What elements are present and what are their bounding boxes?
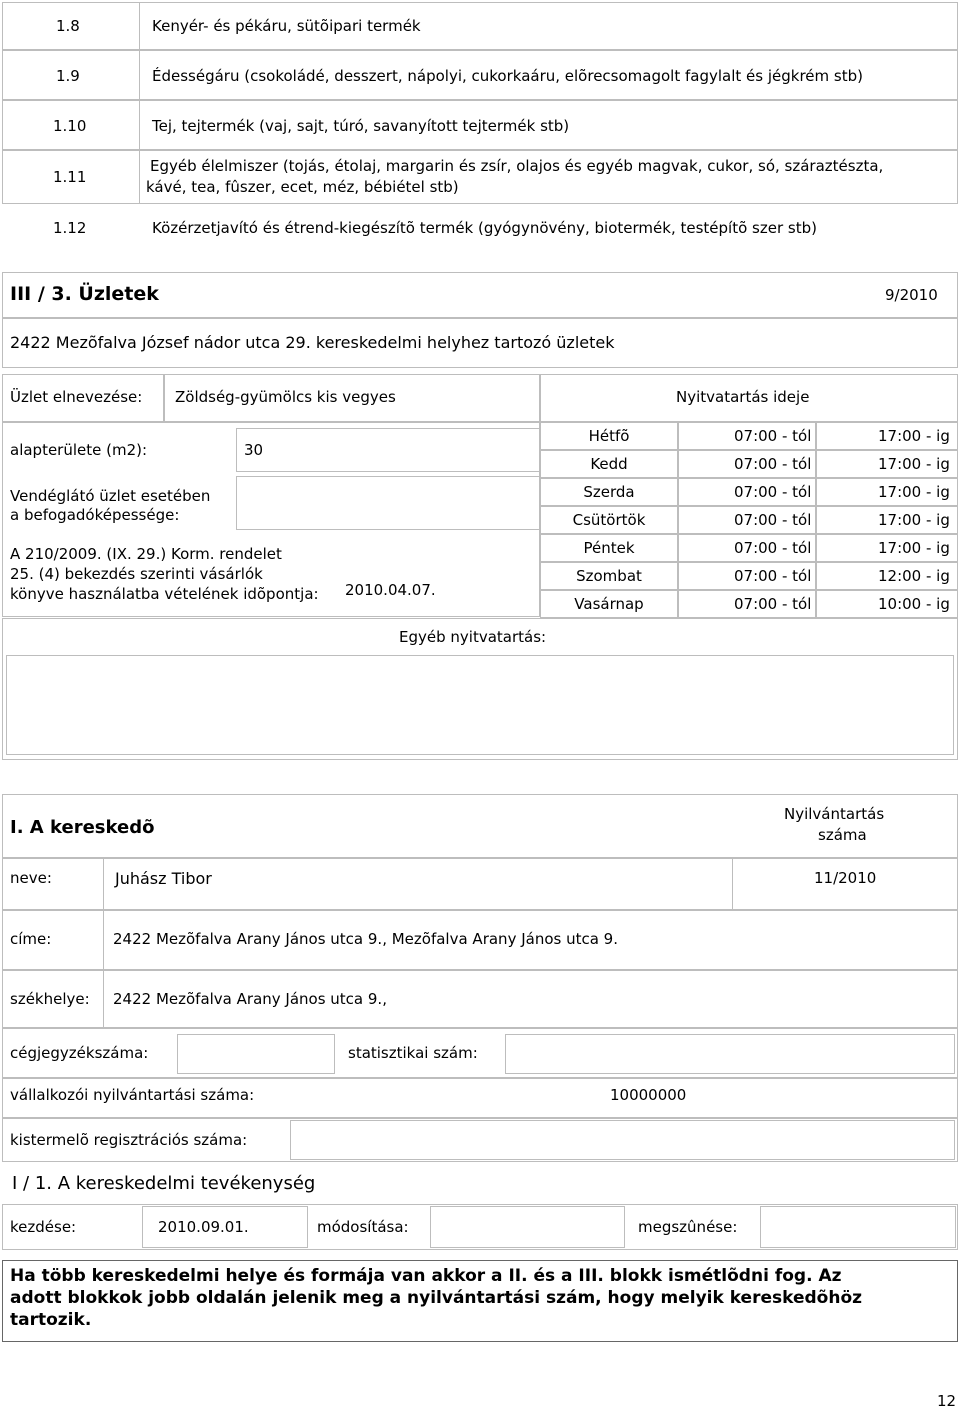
capacity-value-cell (236, 476, 540, 530)
hours-to: 17:00 - ig (878, 427, 950, 445)
trader-reg-number: 11/2010 (814, 869, 877, 887)
area-value: 30 (244, 441, 264, 459)
decree-line-3: könyve használatba vételének idõpontja: (10, 585, 319, 603)
area-value-cell (236, 428, 540, 472)
decree-line-1: A 210/2009. (IX. 29.) Korm. rendelet (10, 545, 282, 563)
company-reg-label: cégjegyzékszáma: (10, 1044, 149, 1062)
activity-start-label: kezdése: (10, 1218, 77, 1236)
hours-day: Csütörtök (572, 511, 646, 529)
hours-to: 10:00 - ig (878, 595, 950, 613)
activity-start-value: 2010.09.01. (158, 1218, 249, 1236)
hours-to: 17:00 - ig (878, 511, 950, 529)
hours-from: 07:00 - tól (734, 595, 812, 613)
note-line-2: adott blokkok jobb oldalán jelenik meg a nyilvántartási szám, hogy melyik kereskedõhöz (10, 1288, 863, 1308)
hours-from: 07:00 - tól (734, 511, 812, 529)
other-hours-input (6, 655, 954, 755)
hours-day: Vasárnap (574, 595, 644, 613)
trader-name-label: neve: (10, 869, 52, 887)
entrepreneur-value: 10000000 (610, 1086, 687, 1104)
stat-label: statisztikai szám: (348, 1044, 478, 1062)
category-num: 1.8 (56, 17, 80, 35)
capacity-label-1: Vendéglátó üzlet esetében (10, 487, 211, 505)
trader-seat-label: székhelye: (10, 990, 90, 1008)
trader-address-value: 2422 Mezõfalva Arany János utca 9., Mezõfalva Arany János utca 9. (113, 930, 618, 948)
area-label: alapterülete (m2): (10, 441, 148, 459)
category-row-1-8 (2, 2, 958, 50)
hours-from: 07:00 - tól (734, 455, 812, 473)
category-text-line2: kávé, tea, fûszer, ecet, méz, bébiétel stb) (146, 178, 459, 196)
activity-modify-label: módosítása: (317, 1218, 409, 1236)
hours-day: Szerda (583, 483, 635, 501)
note-line-3: tartozik. (10, 1310, 92, 1330)
capacity-label-2: a befogadóképessége: (10, 506, 180, 524)
trader-title: I. A kereskedõ (10, 817, 155, 838)
page-number: 12 (937, 1392, 957, 1410)
trader-address-label: címe: (10, 930, 52, 948)
category-num: 1.10 (53, 117, 87, 135)
hours-to: 12:00 - ig (878, 567, 950, 585)
hours-from: 07:00 - tól (734, 427, 812, 445)
section-number: 9/2010 (885, 286, 938, 304)
hours-from: 07:00 - tól (734, 567, 812, 585)
activity-modify-cell (430, 1206, 625, 1248)
trader-seat-value: 2422 Mezõfalva Arany János utca 9., (113, 990, 387, 1008)
category-text: Tej, tejtermék (vaj, sajt, túró, savanyított tejtermék stb) (152, 117, 570, 135)
hours-day: Hétfõ (588, 427, 630, 445)
shop-name-label: Üzlet elnevezése: (10, 388, 143, 406)
stat-value-cell (505, 1034, 955, 1074)
trader-name-value: Juhász Tibor (115, 869, 212, 888)
address-line: 2422 Mezõfalva József nádor utca 29. kereskedelmi helyhez tartozó üzletek (10, 333, 615, 352)
hours-to: 17:00 - ig (878, 483, 950, 501)
section-title: III / 3. Üzletek (10, 283, 159, 305)
decree-line-2: 25. (4) bekezdés szerinti vásárlók (10, 565, 263, 583)
category-num: 1.12 (53, 219, 87, 237)
category-num: 1.11 (53, 168, 87, 186)
hours-from: 07:00 - tól (734, 483, 812, 501)
opening-header: Nyitvatartás ideje (676, 388, 810, 406)
category-text: Közérzetjavító és étrend-kiegészítõ termék (gyógynövény, biotermék, testépítõ szer stb) (152, 219, 817, 237)
category-text-line1: Egyéb élelmiszer (tojás, étolaj, margarin és zsír, olajos és egyéb magvak, cukor, só, száraztészta, (150, 157, 884, 175)
decree-date: 2010.04.07. (345, 581, 436, 599)
reg-label-1: Nyilvántartás (784, 805, 885, 823)
producer-label: kistermelõ regisztrációs száma: (10, 1131, 248, 1149)
hours-to: 17:00 - ig (878, 539, 950, 557)
reg-label-2: száma (818, 826, 867, 844)
category-text: Édességáru (csokoládé, desszert, nápolyi, cukorkaáru, elõrecsomagolt fagylalt és jégkrém stb) (152, 67, 863, 85)
hours-to: 17:00 - ig (878, 455, 950, 473)
hours-day: Péntek (583, 539, 635, 557)
note-line-1: Ha több kereskedelmi helye és formája van akkor a II. és a III. blokk ismétlõdni fog. Az (10, 1266, 842, 1286)
activity-title: I / 1. A kereskedelmi tevékenység (12, 1173, 316, 1194)
company-reg-value-cell (177, 1034, 335, 1074)
activity-end-label: megszûnése: (638, 1218, 738, 1236)
category-num: 1.9 (56, 67, 80, 85)
hours-day: Szombat (576, 567, 642, 585)
category-text: Kenyér- és pékáru, sütõipari termék (152, 17, 421, 35)
hours-day: Kedd (590, 455, 628, 473)
other-hours-label: Egyéb nyitvatartás: (399, 628, 547, 646)
producer-value-cell (290, 1120, 955, 1160)
entrepreneur-label: vállalkozói nyilvántartási száma: (10, 1086, 255, 1104)
activity-end-cell (760, 1206, 956, 1248)
shop-name-value: Zöldség-gyümölcs kis vegyes (175, 388, 396, 406)
hours-from: 07:00 - tól (734, 539, 812, 557)
